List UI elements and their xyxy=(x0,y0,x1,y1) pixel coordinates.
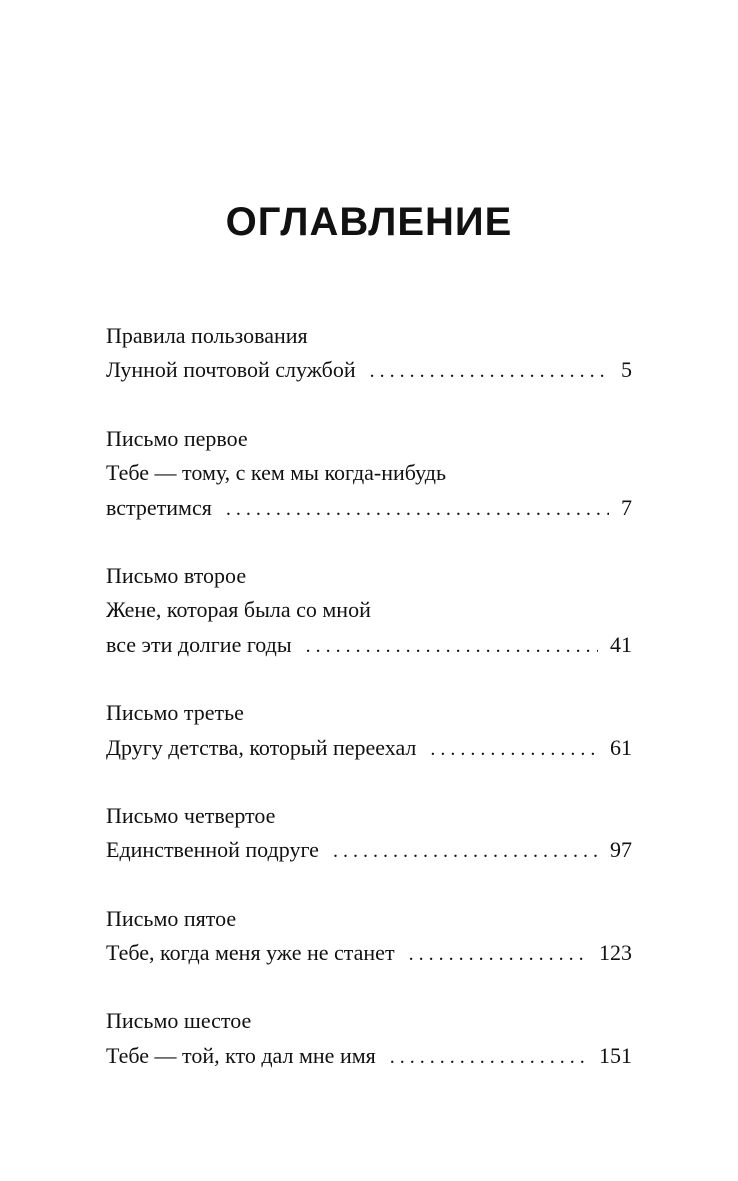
toc-entry xyxy=(106,1004,632,1073)
toc-page-number: 7 xyxy=(621,494,632,520)
toc-entry-title: Другу детства, который переехал xyxy=(106,734,417,760)
toc-entry-line: Жене, которая была со мной xyxy=(106,597,371,623)
toc-page-number: 151 xyxy=(599,1042,632,1068)
toc-page-number: 97 xyxy=(610,837,632,863)
dot-leader xyxy=(333,834,598,868)
dot-leader xyxy=(370,354,609,388)
dot-leader xyxy=(226,492,609,526)
dot-leader xyxy=(306,629,598,663)
toc-entry-last-line xyxy=(106,628,632,662)
toc-entry xyxy=(106,319,632,388)
table-of-contents xyxy=(106,319,632,1107)
toc-entry-last-line xyxy=(106,833,632,867)
toc-entry xyxy=(106,696,632,765)
page-title: ОГЛАВЛЕНИЕ xyxy=(225,200,513,244)
toc-page-number: 41 xyxy=(610,631,632,657)
toc-entry-last-line xyxy=(106,353,632,387)
toc-entry-line: Письмо шестое xyxy=(106,1008,252,1034)
toc-entry-title: все эти долгие годы xyxy=(106,631,292,657)
toc-page-number: 61 xyxy=(610,734,632,760)
toc-entry-line: Правила пользования xyxy=(106,323,308,348)
dot-leader xyxy=(390,1040,587,1074)
toc-entry-last-line xyxy=(106,936,632,970)
toc-entry-line: Письмо третье xyxy=(106,700,244,726)
toc-entry xyxy=(106,559,632,662)
toc-entry-line: Письмо пятое xyxy=(106,905,237,931)
toc-entry-line: Письмо четвертое xyxy=(106,802,276,828)
toc-entry-last-line xyxy=(106,1039,632,1073)
toc-entry-title: Единственной подруге xyxy=(106,837,319,863)
toc-entry xyxy=(106,422,632,525)
toc-entry-last-line xyxy=(106,491,632,525)
toc-entry-line: Письмо второе xyxy=(106,562,247,588)
toc-entry-last-line xyxy=(106,731,632,765)
toc-entry-line: Письмо первое xyxy=(106,425,248,451)
toc-entry xyxy=(106,902,632,971)
toc-entry-title: Тебе, когда меня уже не станет xyxy=(106,940,395,966)
toc-entry-title: Тебе — той, кто дал мне имя xyxy=(106,1042,376,1068)
toc-entry-title: Лунной почтовой службой xyxy=(106,357,356,383)
dot-leader xyxy=(430,732,598,766)
toc-entry-title: встретимся xyxy=(106,494,212,520)
toc-page-number: 5 xyxy=(621,357,632,383)
toc-entry-line: Тебе — тому, с кем мы когда-нибудь xyxy=(106,460,446,486)
toc-entry xyxy=(106,799,632,868)
toc-page-number: 123 xyxy=(599,940,632,966)
dot-leader xyxy=(409,937,587,971)
